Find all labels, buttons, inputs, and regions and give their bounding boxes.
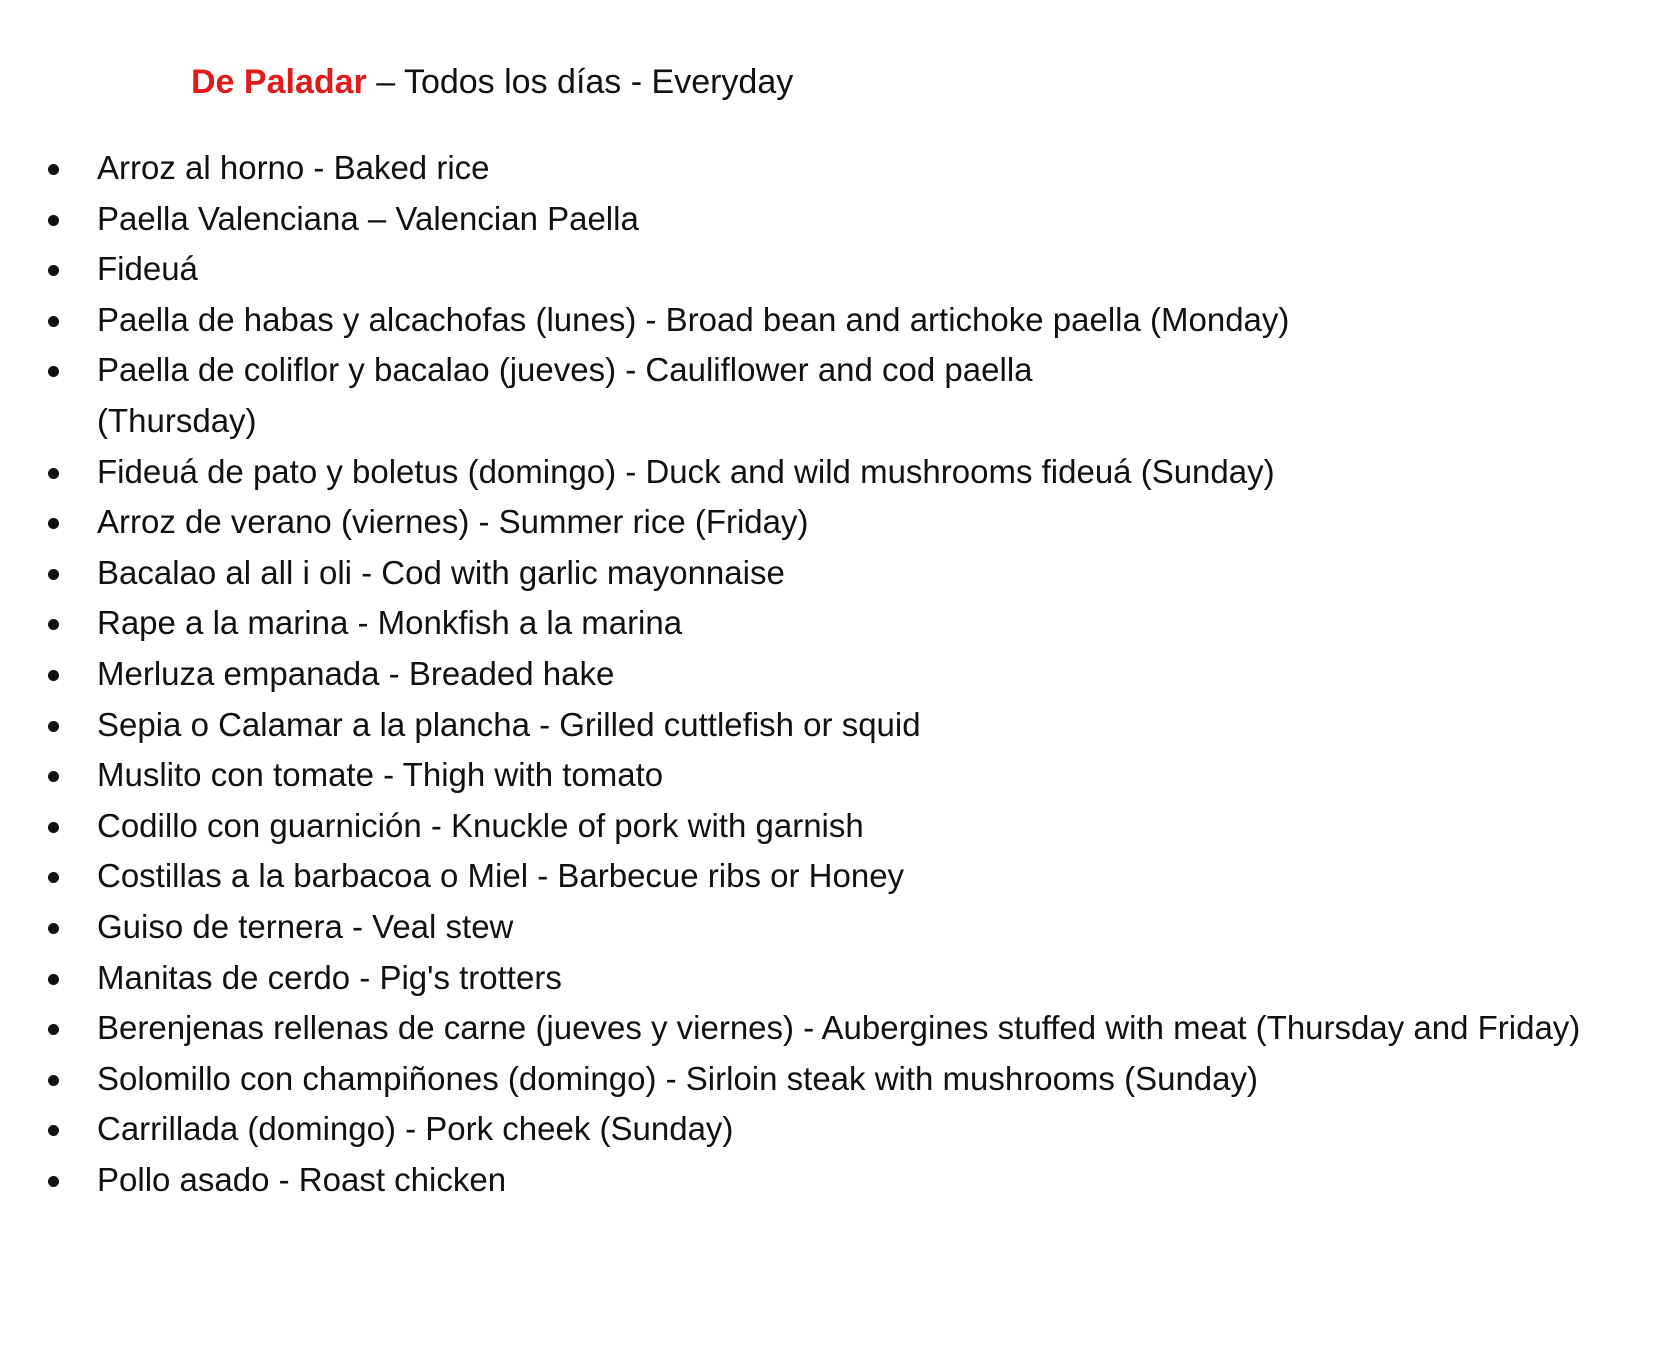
bullet-icon (48, 1024, 59, 1035)
bullet-icon (48, 215, 59, 226)
bullet-icon (48, 265, 59, 276)
title-subtitle: – Todos los días - Everyday (366, 63, 794, 101)
dish-list (0, 143, 1654, 1205)
restaurant-name: De Paladar (191, 63, 367, 101)
dish-text: Paella de habas y alcachofas (lunes) - Broad bean and artichoke paella (Monday) (97, 300, 1290, 338)
dish-text: Paella de coliflor y bacalao (jueves) - Cauliflower and cod paella (Thursday) (97, 351, 1033, 439)
bullet-icon (48, 923, 59, 934)
list-item (0, 447, 1654, 498)
bullet-icon (48, 468, 59, 479)
dish-text: Fideuá (97, 250, 198, 288)
dish-text: Rape a la marina - Monkfish a la marina (97, 604, 683, 642)
dish-text: Arroz de verano (viernes) - Summer rice (Friday) (97, 503, 809, 541)
dish-text: Guiso de ternera - Veal stew (97, 907, 514, 945)
list-item (0, 649, 1654, 700)
bullet-icon (48, 1075, 59, 1086)
list-item (0, 1155, 1654, 1206)
dish-text: Berenjenas rellenas de carne (jueves y viernes) - Aubergines stuffed with meat (Thursday and Friday) (97, 1009, 1581, 1047)
dish-text: Muslito con tomate - Thigh with tomato (97, 756, 664, 794)
bullet-icon (48, 1125, 59, 1136)
list-item (0, 295, 1654, 346)
dish-text: Arroz al horno - Baked rice (97, 149, 490, 186)
list-item (0, 700, 1654, 751)
dish-text: Fideuá de pato y boletus (domingo) - Duck and wild mushrooms fideuá (Sunday) (97, 452, 1275, 490)
page-title (191, 60, 793, 104)
bullet-icon (48, 721, 59, 732)
bullet-icon (48, 1176, 59, 1187)
list-item (0, 194, 1654, 245)
dish-text: Merluza empanada - Breaded hake (97, 654, 615, 692)
dish-text: Manitas de cerdo - Pig's trotters (97, 958, 562, 996)
list-item (0, 1104, 1654, 1155)
list-item (0, 345, 1654, 446)
bullet-icon (48, 316, 59, 327)
list-item (0, 801, 1654, 852)
list-item (0, 851, 1654, 902)
bullet-icon (48, 771, 59, 782)
dish-text: Sepia o Calamar a la plancha - Grilled cuttlefish or squid (97, 705, 921, 743)
list-item (0, 1054, 1654, 1105)
list-item (0, 902, 1654, 953)
dish-text: Pollo asado - Roast chicken (97, 1160, 507, 1198)
list-item (0, 1003, 1654, 1054)
bullet-icon (48, 569, 59, 580)
dish-text: Bacalao al all i oli - Cod with garlic mayonnaise (97, 553, 785, 591)
dish-text: Paella Valenciana – Valencian Paella (97, 199, 639, 237)
list-item (0, 497, 1654, 548)
bullet-icon (48, 619, 59, 630)
bullet-icon (48, 872, 59, 883)
list-item (0, 598, 1654, 649)
bullet-icon (48, 518, 59, 529)
list-item (0, 548, 1654, 599)
dish-text: Solomillo con champiñones (domingo) - Sirloin steak with mushrooms (Sunday) (97, 1059, 1258, 1097)
list-item (0, 244, 1654, 295)
list-item (0, 750, 1654, 801)
dish-text: Carrillada (domingo) - Pork cheek (Sunday) (97, 1110, 734, 1148)
bullet-icon (48, 670, 59, 681)
list-item (0, 953, 1654, 1004)
bullet-icon (48, 822, 59, 833)
bullet-icon (48, 164, 59, 175)
bullet-icon (48, 974, 59, 985)
dish-text: Codillo con guarnición - Knuckle of pork with garnish (97, 806, 864, 844)
dish-text: Costillas a la barbacoa o Miel - Barbecue ribs or Honey (97, 857, 905, 895)
bullet-icon (48, 366, 59, 377)
list-item (0, 143, 1654, 194)
